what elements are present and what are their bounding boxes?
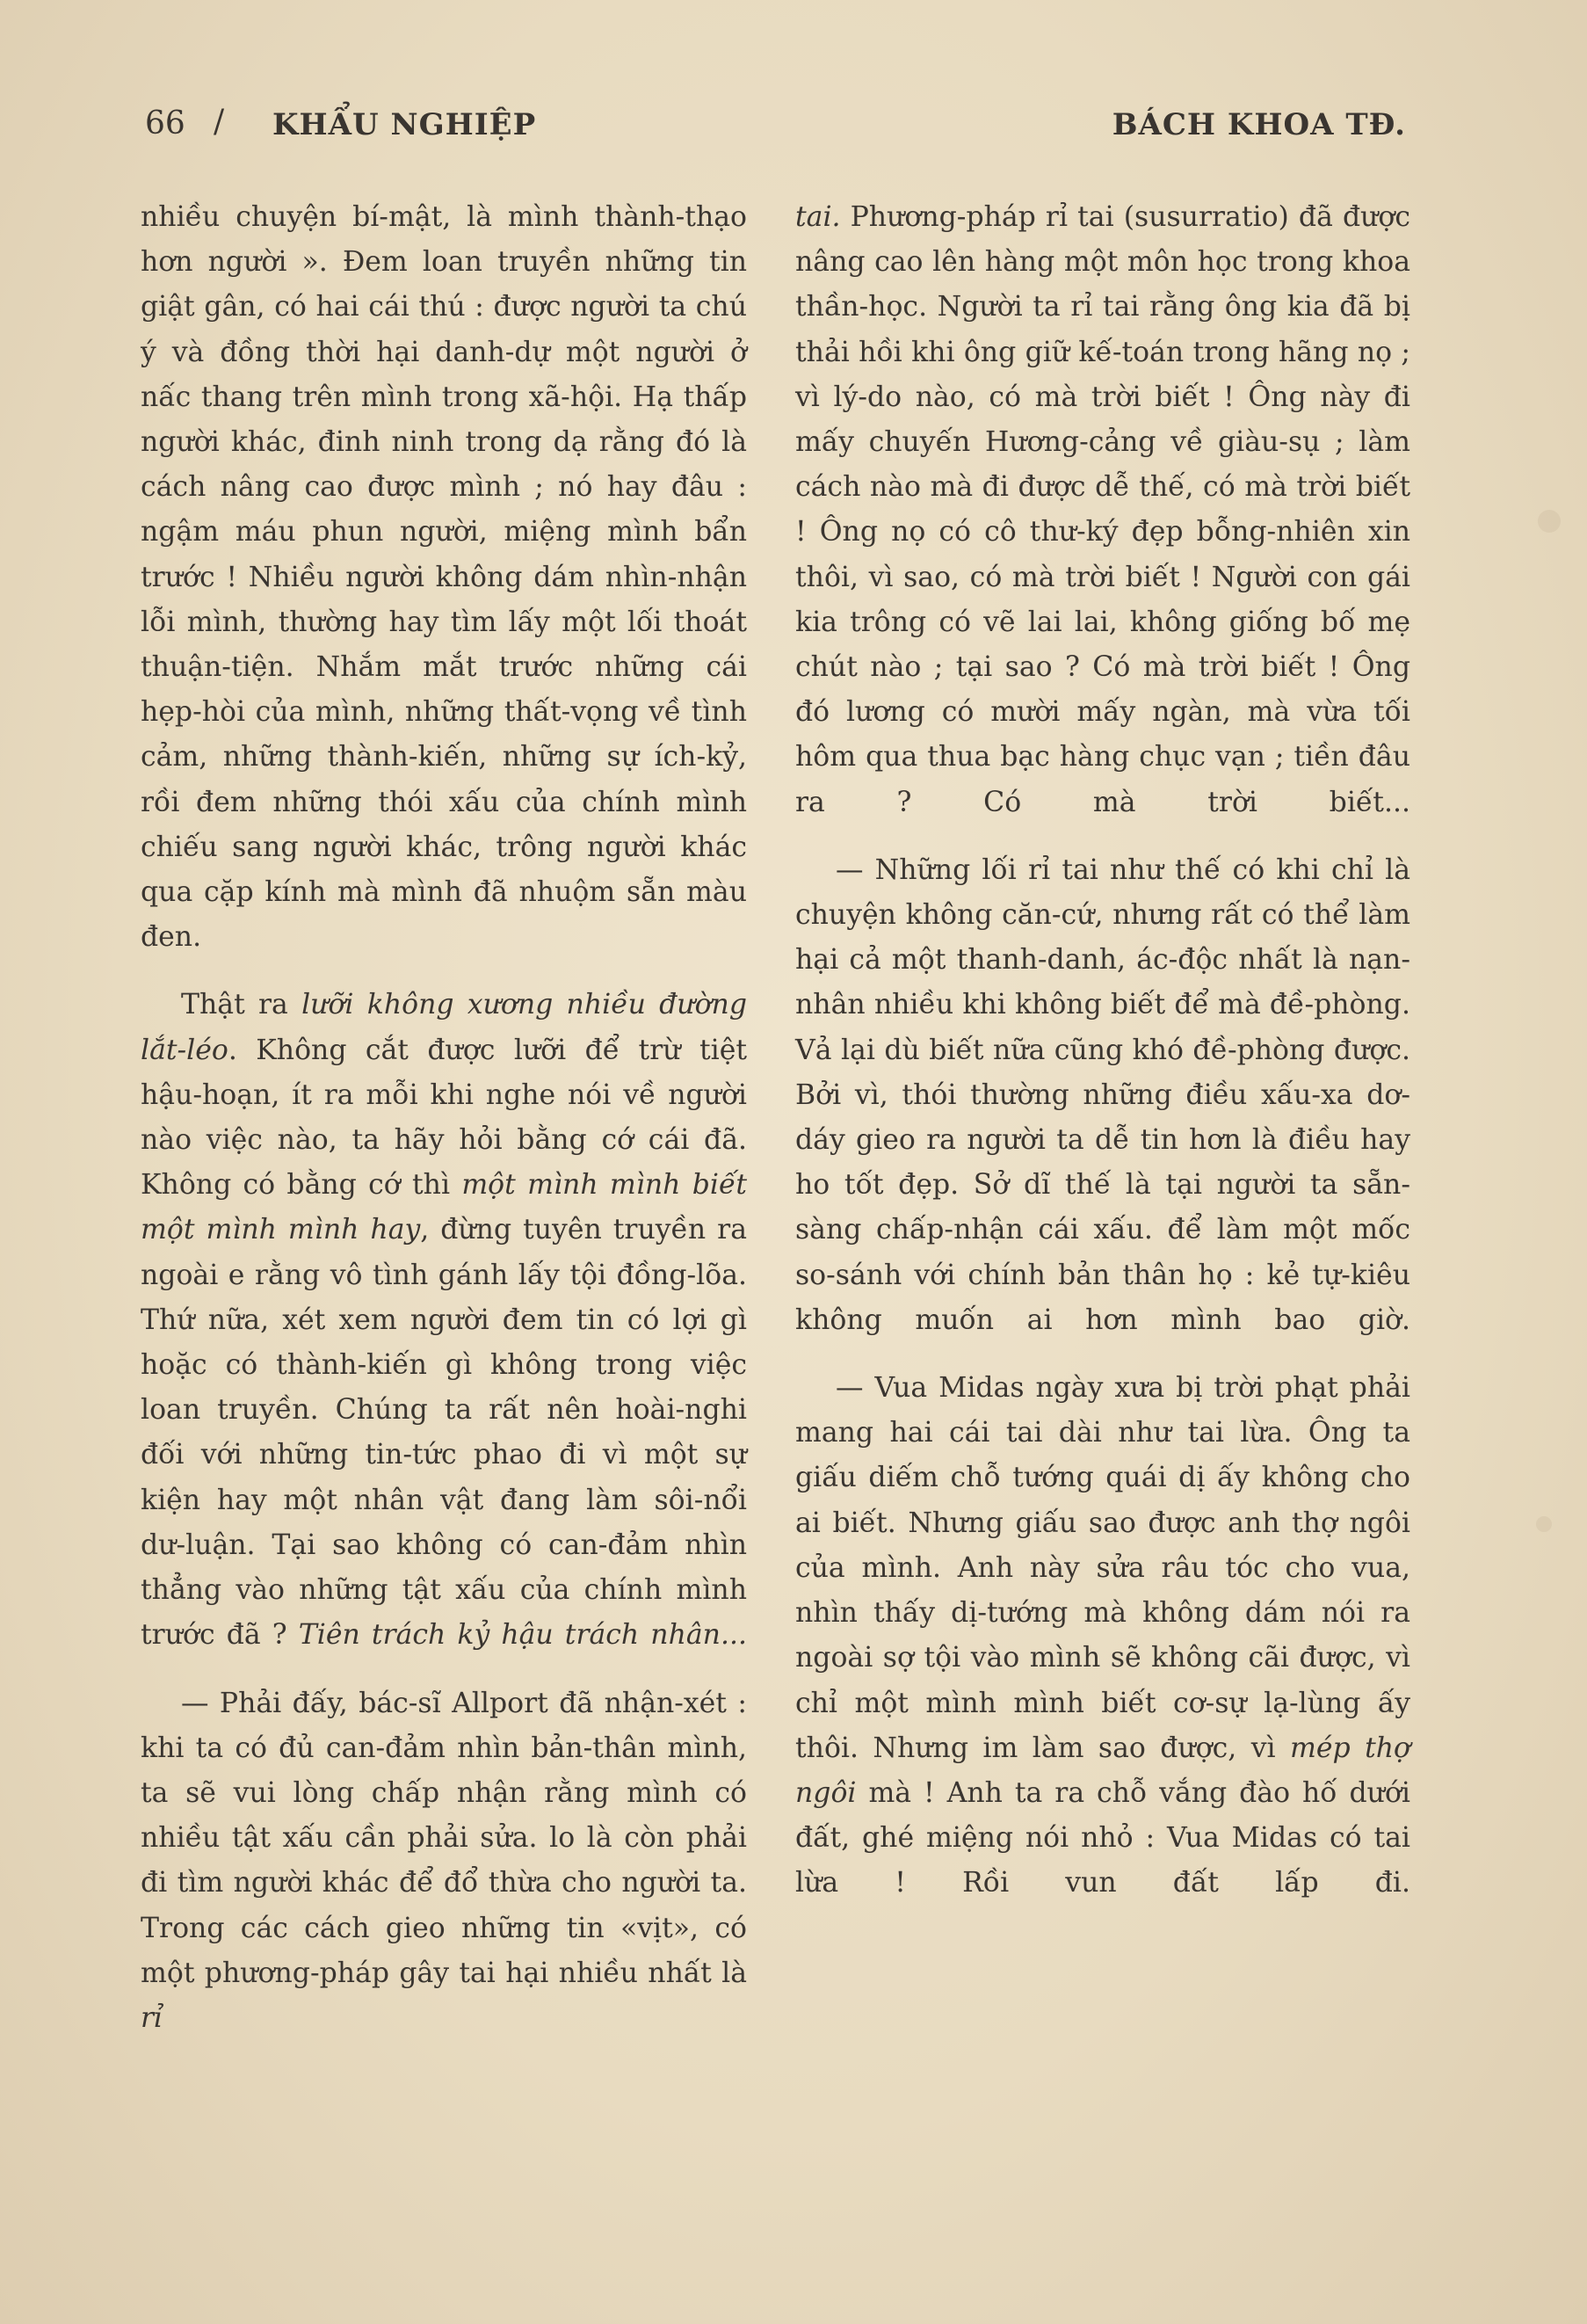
left-column — [141, 195, 747, 2041]
section-title: KHẨU NGHIỆP — [272, 107, 537, 142]
italic-proverb: Tiên trách kỷ hậu trách nhân... — [298, 1619, 747, 1652]
italic-proverb: lưỡi không xương nhiều đường lắt-léo — [141, 989, 747, 1066]
journal-name: BÁCH KHOA TĐ. — [1112, 107, 1406, 142]
page-number: 66 — [145, 105, 185, 142]
paragraph: Thật ra lưỡi không xương nhiều đường lắt-léo. Không cắt được lưỡi để trừ tiệt hậu-hoạn, ít ra mỗi khi nghe nói về người nào việc nào, ta hãy hỏi bằng cớ cái đã. Không có bằng cớ thì một mình mình biết một mình mình hay, đừng tuyên truyền ra ngoài e rằng vô tình gánh lấy tội đồng-lõa. Thứ nữa, xét xem người đem tin có lợi gì hoặc có thành-kiến gì không trong việc loan truyền. Chúng ta rất nên hoài-nghi đối với những tin-tức phao đi vì một sự kiện hay một nhân vật đang làm sôi-nổi dư-luận. Tại sao không có can-đảm nhìn thẳng vào những tật xấu của chính mình trước đã ? Tiên trách kỷ hậu trách nhân... — [141, 989, 747, 1652]
paragraph: tai. Phương-pháp rỉ tai (susurratio) đã được nâng cao lên hàng một môn học trong khoa thần-học. Người ta rỉ tai rằng ông kia đã bị thải hồi khi ông giữ kế-toán trong hãng nọ ; vì lý-do nào, có mà trời biết ! Ông này đi mấy chuyến Hương-cảng về giàu-sụ ; làm cách nào mà đi được dễ thế, có mà trời biết ! Ông nọ có cô thư-ký đẹp bỗng-nhiên xin thôi, vì sao, có mà trời biết ! Người con gái kia trông có vẽ lai lai, không giống bố mẹ chút nào ; tại sao ? Có mà trời biết ! Ông đó lương có mười mấy ngàn, mà vừa tối hôm qua thua bạc hàng chục vạn ; tiền đâu ra ? Có mà trời biết... — [795, 201, 1410, 818]
page-header — [145, 105, 1406, 158]
italic-word: rỉ — [141, 2001, 163, 2034]
paragraph: — Phải đấy, bác-sĩ Allport đã nhận-xét : khi ta có đủ can-đảm nhìn bản-thân mình, ta sẽ vui lòng chấp nhận rằng mình có nhiều tật xấu cần phải sửa. lo là còn phải đi tìm người khác để đổ thừa cho người ta. Trong các cách gieo những tin «vịt», có một phương-pháp gây tai hại nhiều nhất là rỉ — [141, 1687, 747, 2034]
right-column — [795, 195, 1410, 1906]
paper-stain — [1536, 1516, 1552, 1532]
header-separator: / — [214, 104, 225, 140]
italic-phrase: mép thợ ngôi — [795, 1732, 1410, 1809]
italic-proverb: một mình mình biết một mình mình hay — [141, 1169, 747, 1246]
italic-word: tai. — [795, 201, 841, 233]
paragraph: nhiều chuyện bí-mật, là mình thành-thạo hơn người ». Đem loan truyền những tin giật gân, có hai cái thú : được người ta chú ý và đồng thời hại danh-dự một người ở nấc thang trên mình trong xã-hội. Hạ thấp người khác, đinh ninh trong dạ rằng đó là cách nâng cao được mình ; nó hay đâu : ngậm máu phun người, miệng mình bẩn trước ! Nhiều người không dám nhìn-nhận lỗi mình, thường hay tìm lấy một lối thoát thuận-tiện. Nhắm mắt trước những cái hẹp-hòi của mình, những thất-vọng về tình cảm, những thành-kiến, những sự ích-kỷ, rồi đem những thói xấu của chính mình chiếu sang người khác, trông người khác qua cặp kính mà mình đã nhuộm sẵn màu đen. — [141, 201, 747, 954]
paper-stain — [1538, 510, 1561, 533]
paragraph: — Những lối rỉ tai như thế có khi chỉ là chuyện không căn-cứ, nhưng rất có thể làm hại cả một thanh-danh, ác-độc nhất là nạn-nhân nhiều khi không biết để mà đề-phòng. Vả lại dù biết nữa cũng khó đề-phòng được. Bởi vì, thói thường những điều xấu-xa dơ-dáy gieo ra người ta dễ tin hơn là điều hay ho tốt đẹp. Sở dĩ thế là tại người ta sẵn-sàng chấp-nhận cái xấu. để làm một mốc so-sánh với chính bản thân họ : kẻ tự-kiêu không muốn ai hơn mình bao giờ. — [795, 853, 1410, 1336]
paragraph: — Vua Midas ngày xưa bị trời phạt phải mang hai cái tai dài như tai lừa. Ông ta giấu diếm chỗ tướng quái dị ấy không cho ai biết. Nhưng giấu sao được anh thợ ngôi của mình. Anh này sửa râu tóc cho vua, nhìn thấy dị-tướng mà không dám nói ra ngoài sợ tội vào mình sẽ không cãi được, vì chỉ một mình mình biết cơ-sự lạ-lùng ấy thôi. Nhưng im làm sao được, vì mép thợ ngôi mà ! Anh ta ra chỗ vắng đào hố dưới đất, ghé miệng nói nhỏ : Vua Midas có tai lừa ! Rồi vun đất lấp đi. — [795, 1372, 1410, 1899]
